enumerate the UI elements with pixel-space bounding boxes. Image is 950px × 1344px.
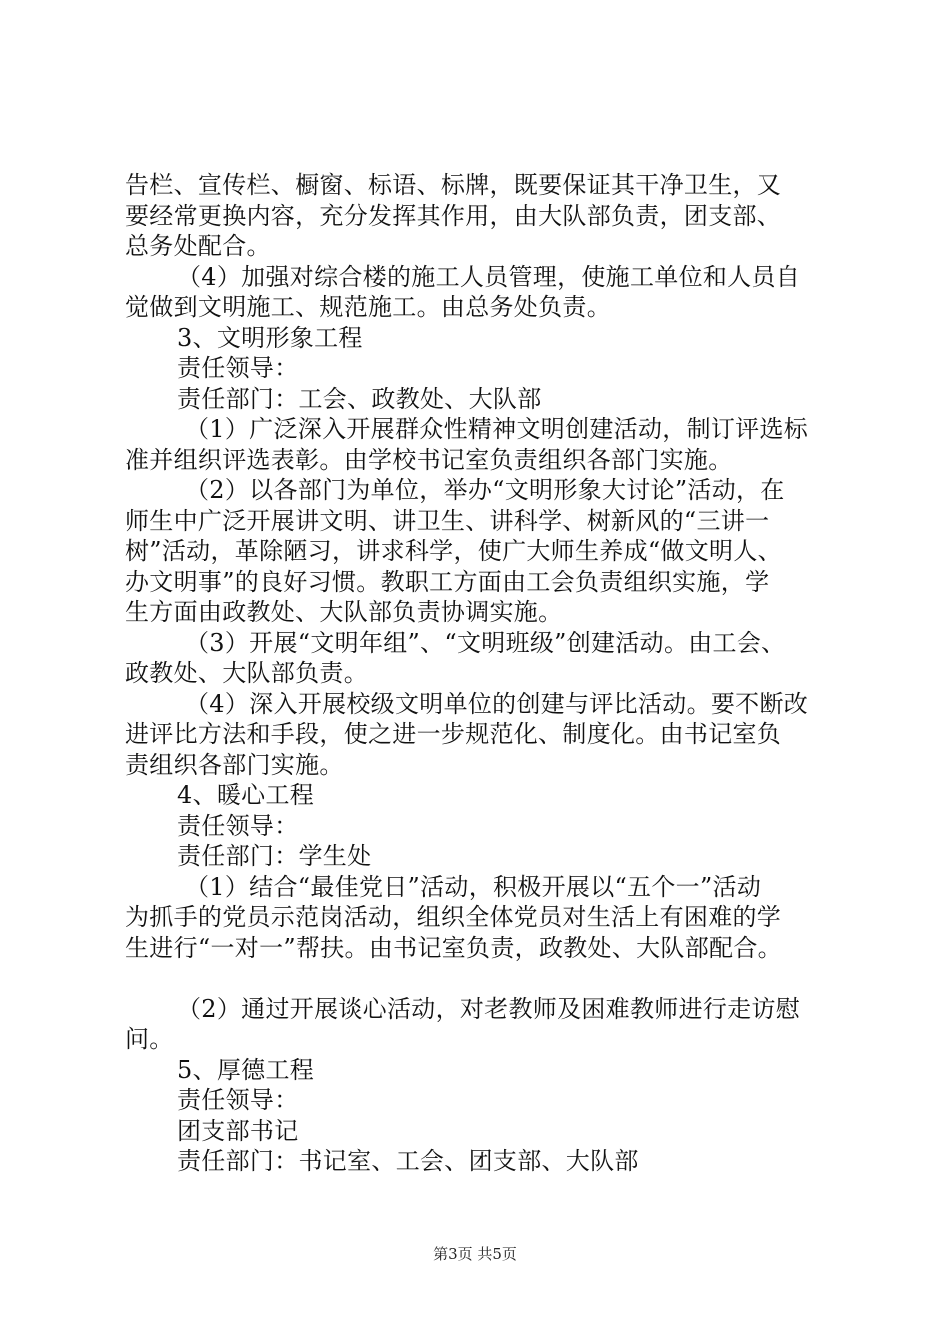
responsible-department: 责任部门：工会、政教处、大队部 [177,384,542,413]
section-heading: 4、暖心工程 [177,781,315,809]
blank-line [125,963,855,994]
responsible-leader-label: 责任领导： [177,1086,299,1114]
paragraph-line: （4）深入开展校级文明单位的创建与评比活动。要不断改 [185,689,809,718]
paragraph-line: 生方面由政教处、大队部负责协调实施。 [125,598,563,626]
paragraph-line: 总务处配合。 [125,232,271,260]
paragraph-line: 办文明事”的良好习惯。教职工方面由工会负责组织实施，学 [125,567,770,596]
paragraph-line: （3）开展“文明年组”、“文明班级”创建活动。由工会、 [185,628,786,657]
paragraph-line: （2）通过开展谈心活动，对老教师及困难教师进行走访慰 [177,994,801,1023]
responsible-department: 责任部门：学生处 [177,842,372,870]
paragraph-line: （4）加强对综合楼的施工人员管理，使施工单位和人员自 [177,262,801,291]
paragraph-line: （2）以各部门为单位，举办“文明形象大讨论”活动，在 [185,476,785,504]
paragraph-line: 觉做到文明施工、规范施工。由总务处负责。 [125,293,611,321]
paragraph-line: 告栏、宣传栏、橱窗、标语、标牌，既要保证其干净卫生，又 [125,171,782,199]
paragraph-line: 问。 [125,1025,174,1053]
paragraph-line: 准并组织评选表彰。由学校书记室负责组织各部门实施。 [125,445,733,474]
section-heading: 5、厚德工程 [177,1055,315,1084]
page-number-footer: 第3页 共5页 [433,1245,517,1263]
paragraph-line: 师生中广泛开展讲文明、讲卫生、讲科学、树新风的“三讲一 [125,506,770,535]
paragraph-line: 政教处、大队部负责。 [125,659,368,687]
paragraph-line: 生进行“一对一”帮扶。由书记室负责，政教处、大队部配合。 [125,933,782,962]
responsible-leader-label: 责任领导： [177,354,299,382]
paragraph-line: 责组织各部门实施。 [125,750,344,779]
paragraph-line: 进评比方法和手段，使之进一步规范化、制度化。由书记室负 [125,720,782,748]
paragraph-line: 要经常更换内容，充分发挥其作用，由大队部负责，团支部、 [125,201,782,230]
responsible-leader-label: 责任领导： [177,811,299,840]
paragraph-line: （1）结合“最佳党日”活动，积极开展以“五个一”活动 [185,872,762,901]
responsible-leader-name: 团支部书记 [177,1116,299,1145]
paragraph-line: 为抓手的党员示范岗活动，组织全体党员对生活上有困难的学 [125,903,782,931]
responsible-department: 责任部门：书记室、工会、团支部、大队部 [177,1147,639,1175]
paragraph-line: 树”活动，革除陋习，讲求科学，使广大师生养成“做文明人、 [125,537,782,565]
paragraph-line: （1）广泛深入开展群众性精神文明创建活动，制订评选标 [185,415,809,443]
section-heading: 3、文明形象工程 [177,323,363,352]
document-body [125,170,855,1177]
